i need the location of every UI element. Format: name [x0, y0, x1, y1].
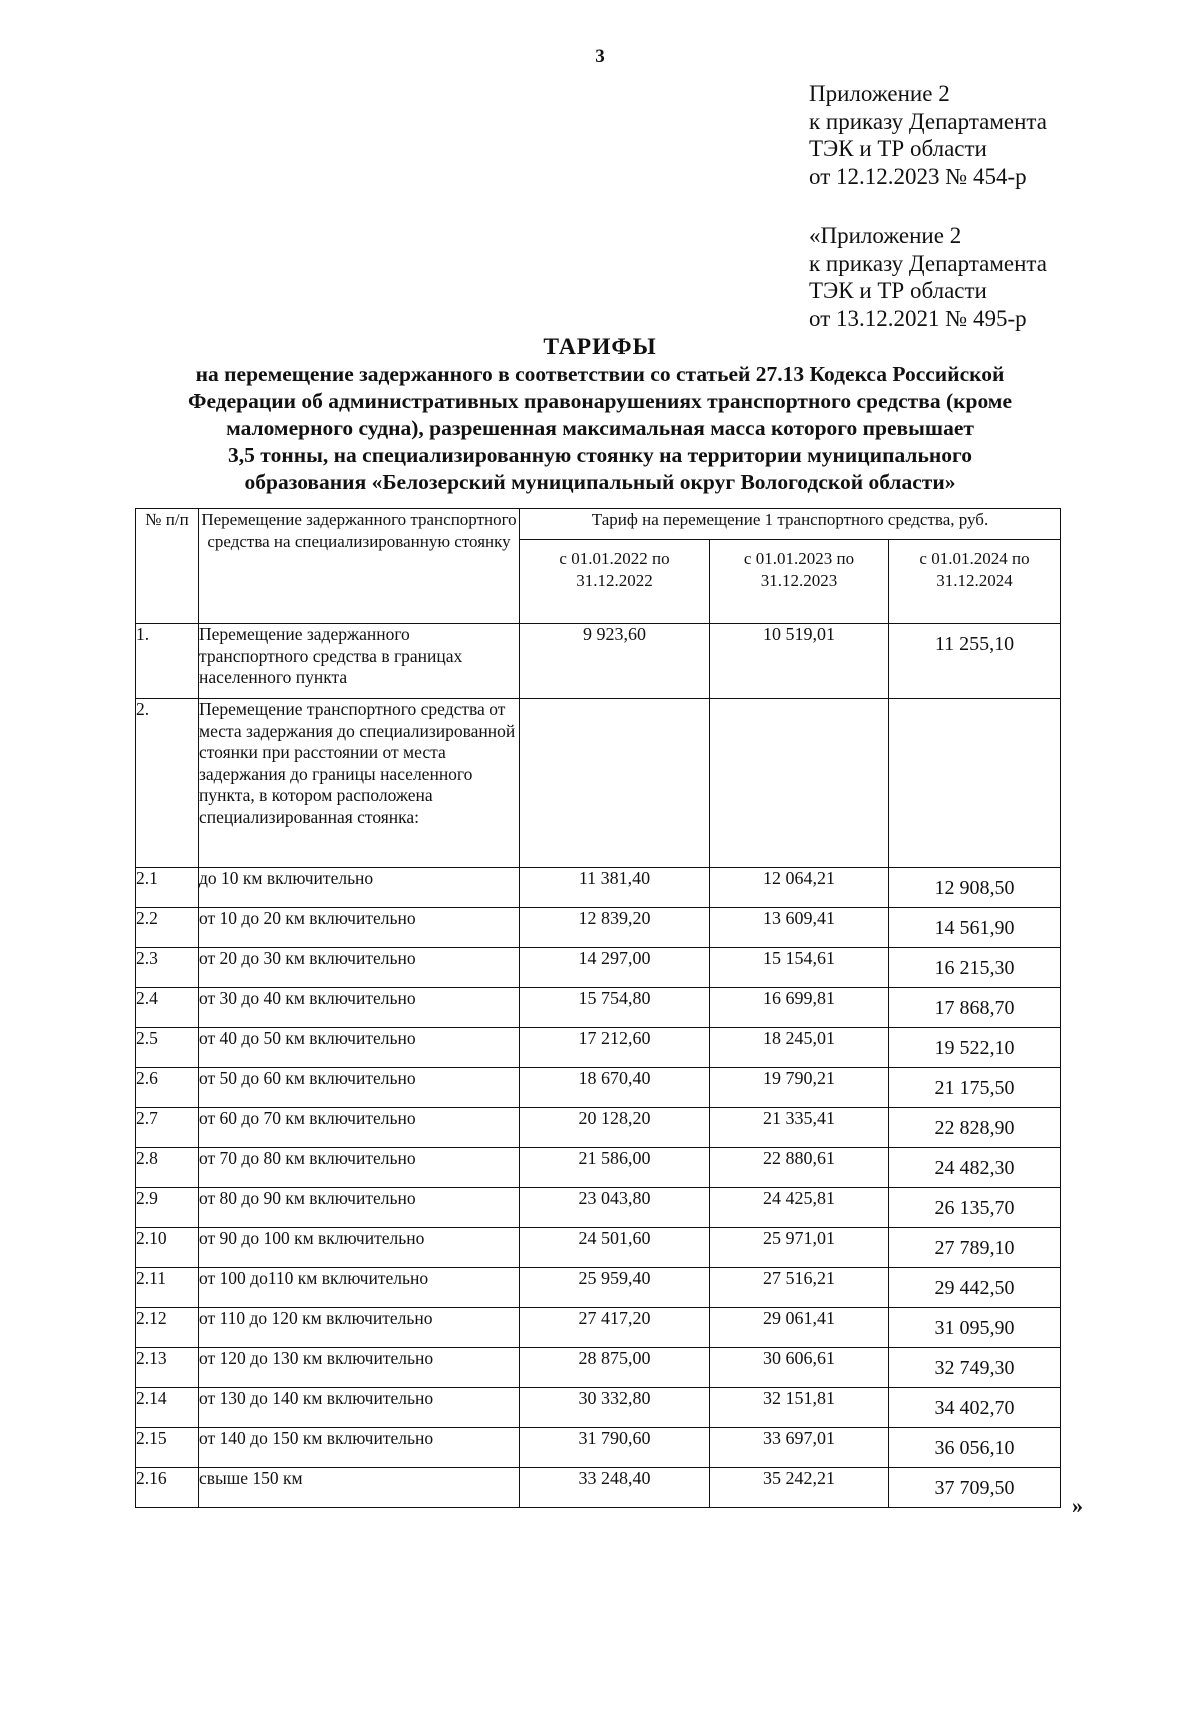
table-row: [136, 908, 1061, 948]
tariff-2023: 24 425,81: [710, 1188, 889, 1228]
row-description: до 10 км включительно: [199, 868, 520, 908]
tariff-2023: 29 061,41: [710, 1308, 889, 1348]
tariff-2023: 18 245,01: [710, 1028, 889, 1068]
row-number: 2.: [136, 699, 199, 868]
tariff-2024: 32 749,30: [889, 1348, 1061, 1388]
table-row: [136, 1028, 1061, 1068]
appendix-original-line: ТЭК и ТР области: [809, 278, 987, 303]
subtitle-line: маломерного судна), разрешенная максимальная масса которого превышает: [226, 416, 974, 440]
table-row: [136, 1388, 1061, 1428]
tariff-2022: 20 128,20: [520, 1108, 710, 1148]
table-row: [136, 1068, 1061, 1108]
tariff-2023: 10 519,01: [710, 624, 889, 699]
row-number: 1.: [136, 624, 199, 699]
appendix-current-line: от 12.12.2023 № 454-р: [809, 163, 1027, 189]
tariff-2022: [520, 699, 710, 868]
tariff-2024: 11 255,10: [889, 624, 1061, 699]
tariff-table-body: [136, 624, 1061, 1508]
appendix-original-line: к приказу Департамента: [809, 250, 1047, 276]
tariff-2023: 13 609,41: [710, 908, 889, 948]
tariff-2022: 12 839,20: [520, 908, 710, 948]
subtitle-line: на перемещение задержанного в соответствии со статьей 27.13 Кодекса Российской: [195, 362, 1005, 386]
row-description: Перемещение задержанного транспортного средства в границах населенного пункта: [199, 624, 520, 699]
table-row: [136, 699, 1061, 868]
row-description: от 90 до 100 км включительно: [199, 1228, 520, 1268]
row-description: Перемещение транспортного средства от места задержания до специализированной стоянки при расстоянии от места задержания до границы населенного пункта, в котором расположена специализированная стоянка:: [199, 699, 520, 868]
table-row: [136, 1228, 1061, 1268]
row-number: 2.12: [136, 1308, 199, 1348]
table-row: [136, 1188, 1061, 1228]
table-row: [136, 1108, 1061, 1148]
row-description: от 80 до 90 км включительно: [199, 1188, 520, 1228]
row-description: от 120 до 130 км включительно: [199, 1348, 520, 1388]
tariff-2024: 37 709,50: [889, 1468, 1061, 1508]
tariff-2023: 30 606,61: [710, 1348, 889, 1388]
subtitle-line: 3,5 тонны, на специализированную стоянку на территории муниципального: [228, 443, 972, 467]
row-number: 2.16: [136, 1468, 199, 1508]
tariff-2024: [889, 699, 1061, 868]
header-num: № п/п: [136, 509, 199, 624]
row-description: от 130 до 140 км включительно: [199, 1388, 520, 1428]
tariff-2022: 21 586,00: [520, 1148, 710, 1188]
tariff-2023: 27 516,21: [710, 1268, 889, 1308]
row-number: 2.9: [136, 1188, 199, 1228]
closing-quote: »: [1072, 1493, 1083, 1518]
tariff-2024: 34 402,70: [889, 1388, 1061, 1428]
appendix-original-line: от 13.12.2021 № 495-р: [809, 305, 1027, 331]
row-number: 2.1: [136, 868, 199, 908]
tariff-2023: 33 697,01: [710, 1428, 889, 1468]
header-tariff-group: Тариф на перемещение 1 транспортного средства, руб.: [520, 509, 1061, 540]
tariff-2024: 22 828,90: [889, 1108, 1061, 1148]
tariff-2022: 27 417,20: [520, 1308, 710, 1348]
table-row: [136, 1468, 1061, 1508]
tariff-2024: 12 908,50: [889, 868, 1061, 908]
tariff-table: [135, 508, 1061, 1508]
row-description: от 60 до 70 км включительно: [199, 1108, 520, 1148]
tariff-2022: 30 332,80: [520, 1388, 710, 1428]
tariff-2024: 36 056,10: [889, 1428, 1061, 1468]
appendix-original-line: «Приложение 2: [809, 223, 962, 248]
row-description: от 140 до 150 км включительно: [199, 1428, 520, 1468]
tariff-2024: 19 522,10: [889, 1028, 1061, 1068]
tariff-2023: [710, 699, 889, 868]
subtitle-line: Федерации об административных правонарушениях транспортного средства (кроме: [187, 389, 1012, 413]
page-number: 3: [595, 46, 605, 67]
tariff-2022: 9 923,60: [520, 624, 710, 699]
header-period-2023: с 01.01.2023 по 31.12.2023: [710, 540, 889, 624]
row-number: 2.14: [136, 1388, 199, 1428]
tariff-2023: 35 242,21: [710, 1468, 889, 1508]
row-number: 2.4: [136, 988, 199, 1028]
row-number: 2.5: [136, 1028, 199, 1068]
row-number: 2.7: [136, 1108, 199, 1148]
table-row: [136, 1308, 1061, 1348]
row-description: от 70 до 80 км включительно: [199, 1148, 520, 1188]
tariff-2022: 15 754,80: [520, 988, 710, 1028]
tariff-2024: 31 095,90: [889, 1308, 1061, 1348]
tariff-2022: 28 875,00: [520, 1348, 710, 1388]
appendix-current: [809, 80, 1169, 190]
appendix-original: [809, 222, 1169, 332]
header-period-2024: с 01.01.2024 по 31.12.2024: [889, 540, 1061, 624]
tariff-2024: 27 789,10: [889, 1228, 1061, 1268]
tariff-2024: 29 442,50: [889, 1268, 1061, 1308]
row-number: 2.15: [136, 1428, 199, 1468]
tariff-2024: 16 215,30: [889, 948, 1061, 988]
appendix-current-line: ТЭК и ТР области: [809, 136, 987, 161]
tariff-2023: 22 880,61: [710, 1148, 889, 1188]
header-period-2022: с 01.01.2022 по 31.12.2022: [520, 540, 710, 624]
table-row: [136, 988, 1061, 1028]
tariff-2024: 14 561,90: [889, 908, 1061, 948]
table-row: [136, 624, 1061, 699]
tariff-2022: 11 381,40: [520, 868, 710, 908]
row-description: от 10 до 20 км включительно: [199, 908, 520, 948]
document-subtitle: [120, 361, 1080, 496]
row-number: 2.6: [136, 1068, 199, 1108]
tariff-2022: 24 501,60: [520, 1228, 710, 1268]
table-row: [136, 1268, 1061, 1308]
tariff-2023: 19 790,21: [710, 1068, 889, 1108]
tariff-2022: 25 959,40: [520, 1268, 710, 1308]
document-title: ТАРИФЫ: [543, 334, 657, 360]
row-description: от 20 до 30 км включительно: [199, 948, 520, 988]
tariff-table-header: [136, 509, 1061, 624]
row-number: 2.10: [136, 1228, 199, 1268]
tariff-2022: 17 212,60: [520, 1028, 710, 1068]
tariff-2022: 33 248,40: [520, 1468, 710, 1508]
row-description: от 100 до110 км включительно: [199, 1268, 520, 1308]
tariff-2022: 23 043,80: [520, 1188, 710, 1228]
row-number: 2.2: [136, 908, 199, 948]
tariff-2022: 18 670,40: [520, 1068, 710, 1108]
row-number: 2.3: [136, 948, 199, 988]
row-number: 2.11: [136, 1268, 199, 1308]
row-number: 2.13: [136, 1348, 199, 1388]
tariff-2024: 17 868,70: [889, 988, 1061, 1028]
tariff-2023: 16 699,81: [710, 988, 889, 1028]
tariff-2023: 32 151,81: [710, 1388, 889, 1428]
table-row: [136, 948, 1061, 988]
tariff-2023: 12 064,21: [710, 868, 889, 908]
table-row: [136, 868, 1061, 908]
appendix-current-line: к приказу Департамента: [809, 108, 1047, 134]
row-number: 2.8: [136, 1148, 199, 1188]
tariff-2023: 15 154,61: [710, 948, 889, 988]
row-description: от 110 до 120 км включительно: [199, 1308, 520, 1348]
tariff-2022: 31 790,60: [520, 1428, 710, 1468]
row-description: свыше 150 км: [199, 1468, 520, 1508]
tariff-2023: 21 335,41: [710, 1108, 889, 1148]
row-description: от 50 до 60 км включительно: [199, 1068, 520, 1108]
row-description: от 30 до 40 км включительно: [199, 988, 520, 1028]
tariff-2023: 25 971,01: [710, 1228, 889, 1268]
tariff-2022: 14 297,00: [520, 948, 710, 988]
tariff-2024: 26 135,70: [889, 1188, 1061, 1228]
tariff-2024: 21 175,50: [889, 1068, 1061, 1108]
header-movement: Перемещение задержанного транспортного средства на специализированную стоянку: [199, 509, 520, 624]
row-description: от 40 до 50 км включительно: [199, 1028, 520, 1068]
appendix-current-line: Приложение 2: [809, 81, 950, 106]
table-row: [136, 1148, 1061, 1188]
table-row: [136, 1348, 1061, 1388]
subtitle-line: образования «Белозерский муниципальный округ Вологодской области»: [244, 470, 956, 494]
tariff-2024: 24 482,30: [889, 1148, 1061, 1188]
table-row: [136, 1428, 1061, 1468]
